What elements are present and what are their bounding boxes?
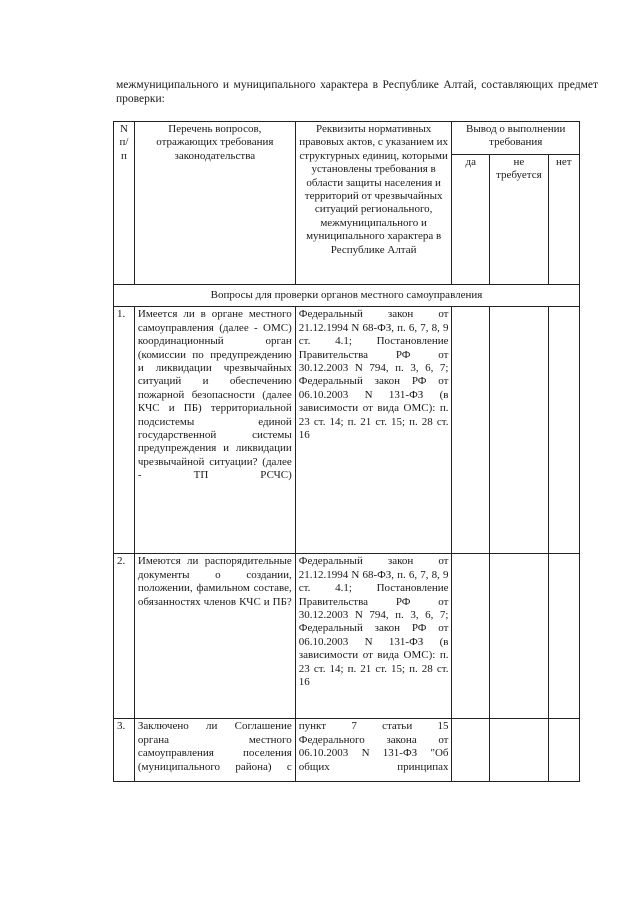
table-row xyxy=(114,307,580,554)
cell-yes xyxy=(452,719,490,782)
section-title: Вопросы для проверки органов местного самоуправления xyxy=(114,285,580,307)
cell-yes xyxy=(452,307,490,554)
intro-text: межмуниципального и муниципального характера в Республике Алтай, составляющих предмет проверки: xyxy=(116,79,598,105)
table-row xyxy=(114,554,580,719)
cell-not-required xyxy=(490,307,549,554)
header-conclusion: Вывод о выполнении требования xyxy=(452,122,580,155)
cell-yes xyxy=(452,554,490,719)
header-questions: Перечень вопросов, отражающих требования законодательства xyxy=(134,122,295,285)
row-num: 3. xyxy=(114,719,135,782)
header-yes: да xyxy=(452,155,490,285)
header-num: N п/п xyxy=(114,122,135,285)
cell-no xyxy=(548,719,579,782)
row-requisites: Федеральный закон от 21.12.1994 N 68-ФЗ, п. 6, 7, 8, 9 ст. 4.1; Постановление Правительства РФ от 30.12.2003 N 794, п. 3, 6, 7; Федеральный закон РФ от 06.10.2003 N 131-ФЗ (в зависимости от вида ОМС): п. 23 ст. 14; п. 21 ст. 15; п. 28 ст. 16 xyxy=(295,554,452,719)
cell-not-required xyxy=(490,719,549,782)
header-row xyxy=(114,122,580,155)
inspection-table xyxy=(113,121,580,782)
row-question: Заключено ли Соглашение органа местного самоуправления поселения (муниципального района) с xyxy=(134,719,295,782)
header-requisites: Реквизиты нормативных правовых актов, с указанием их структурных единиц, которыми установлены требования в области защиты населения и территорий от чрезвычайных ситуаций регионального, межмуниципального и муниципального характера в Республике Алтай xyxy=(295,122,452,285)
row-requisites: пункт 7 статьи 15 Федерального закона от 06.10.2003 N 131-ФЗ "Об общих принципах xyxy=(295,719,452,782)
row-num: 2. xyxy=(114,554,135,719)
row-question: Имеются ли распорядительные документы о создании, положении, фамильном составе, обязанностях членов КЧС и ПБ? xyxy=(134,554,295,719)
cell-not-required xyxy=(490,554,549,719)
header-no: нет xyxy=(548,155,579,285)
header-not-required: не требуется xyxy=(490,155,549,285)
row-num: 1. xyxy=(114,307,135,554)
section-row xyxy=(114,285,580,307)
table-row xyxy=(114,719,580,782)
cell-no xyxy=(548,307,579,554)
row-requisites: Федеральный закон от 21.12.1994 N 68-ФЗ, п. 6, 7, 8, 9 ст. 4.1; Постановление Правительства РФ от 30.12.2003 N 794, п. 3, 6, 7; Федеральный закон РФ от 06.10.2003 N 131-ФЗ (в зависимости от вида ОМС): п. 23 ст. 14; п. 21 ст. 15; п. 28 ст. 16 xyxy=(295,307,452,554)
row-question: Имеется ли в органе местного самоуправления (далее - ОМС) координационный орган (комиссии по предупреждению и ликвидации чрезвычайных ситуаций и обеспечению пожарной безопасности (далее КЧС и ПБ) территориальной подсистемы единой государственной системы предупреждения и ликвидации чрезвычайной ситуации? (далее - ТП РСЧС) xyxy=(134,307,295,554)
cell-no xyxy=(548,554,579,719)
